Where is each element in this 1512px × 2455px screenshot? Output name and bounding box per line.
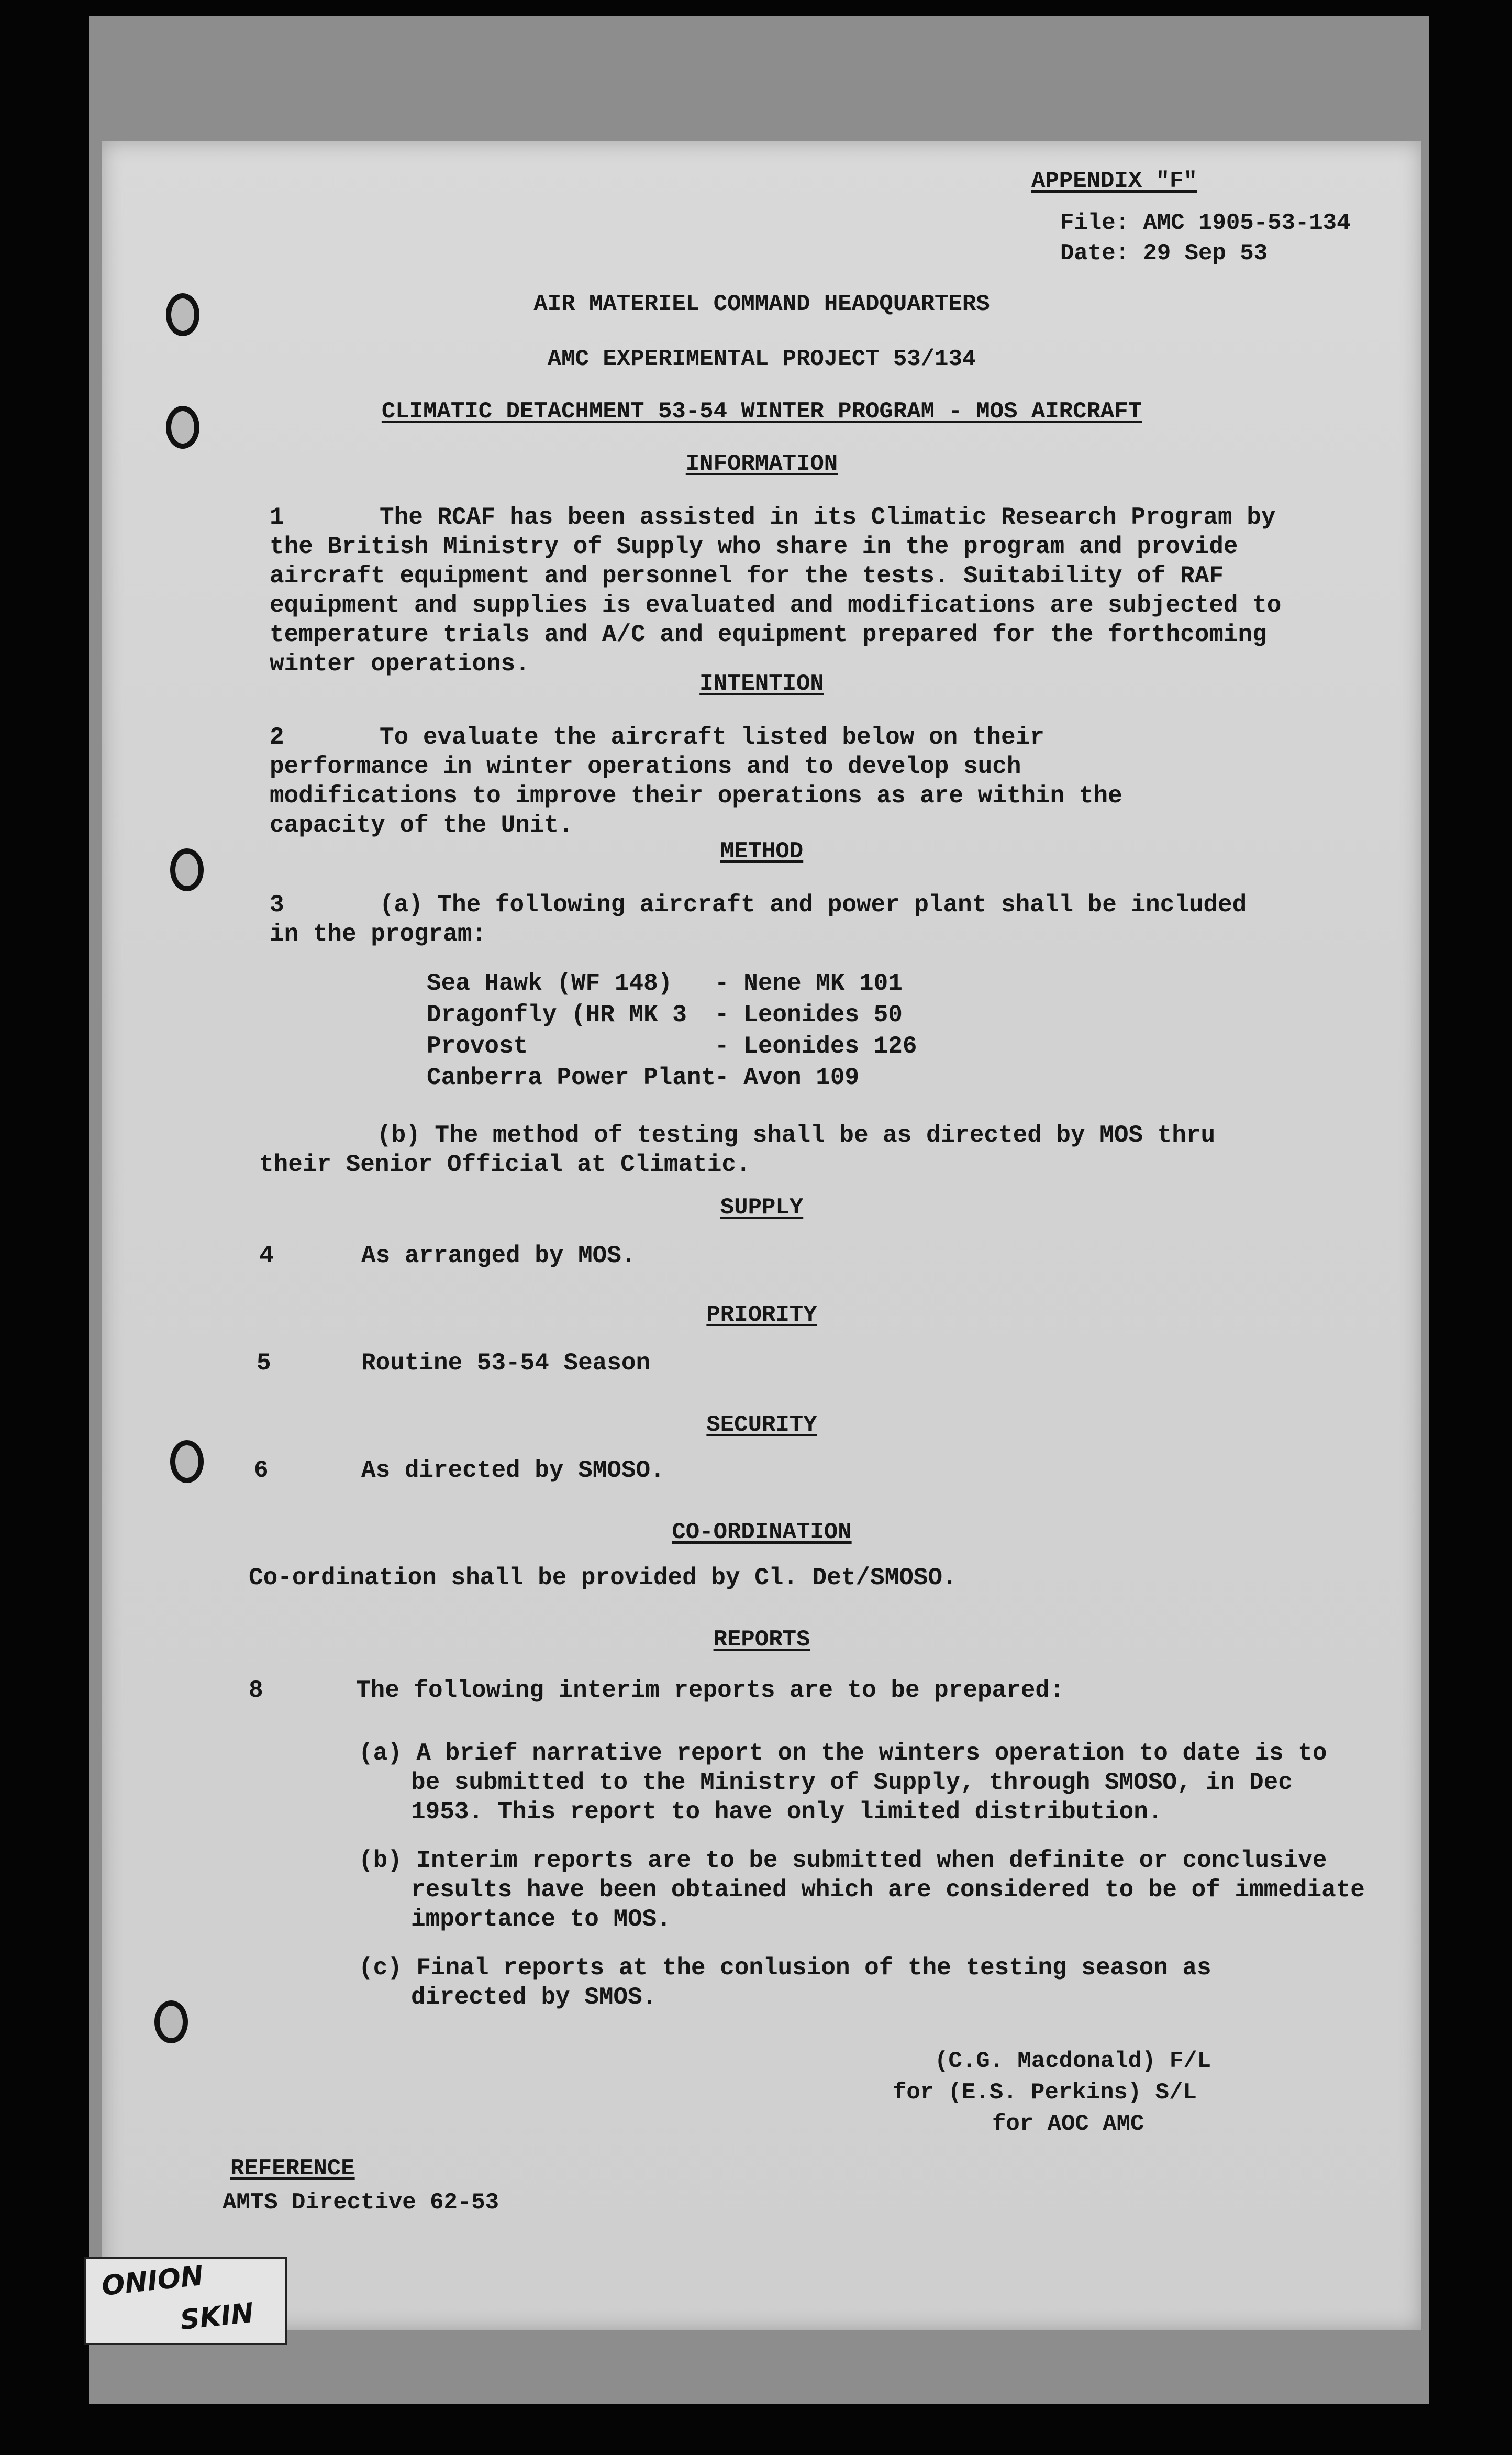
aircraft-engine: - Avon 109: [715, 1064, 860, 1091]
information-text: The RCAF has been assisted in its Climatic Research Program by the British Ministry of Supply who share in the program and provide aircraft equipment and personnel for the tests. Suitability of RAF equipment and supplies is evaluated and modifications are subjected to temperature trials and A/C and equipment prepared for the forthcoming winter operations.: [270, 504, 1282, 678]
heading-supply: SUPPLY: [720, 1195, 804, 1221]
project-title: AMC EXPERIMENTAL PROJECT 53/134: [547, 346, 976, 372]
program-title: CLIMATIC DETACHMENT 53-54 WINTER PROGRAM - MOS AIRCRAFT: [381, 399, 1142, 425]
handwritten-line-2: SKIN: [179, 2297, 255, 2337]
aircraft-engine: - Leonides 50: [715, 1001, 903, 1029]
reference-label: REFERENCE: [230, 2155, 355, 2182]
reports-item-b: (b) Interim reports are to be submitted when definite or conclusive results have been obtained which are considered to be of immediate importance to MOS.: [359, 1847, 1365, 1933]
reference-text: AMTS Directive 62-53: [223, 2189, 499, 2216]
reports-intro: The following interim reports are to be prepared:: [356, 1677, 1064, 1704]
para-number-3: 3: [270, 891, 284, 919]
heading-method: METHOD: [720, 838, 804, 865]
intention-text: To evaluate the aircraft listed below on their performance in winter operations and to develop such modifications to improve their operations as are within the capacity of the Unit.: [270, 724, 1122, 839]
punch-hole-5: [154, 2000, 188, 2043]
heading-priority: PRIORITY: [706, 1302, 817, 1328]
heading-reports: REPORTS: [713, 1627, 810, 1653]
document-date: Date: 29 Sep 53: [1060, 240, 1268, 267]
security-text: As directed by SMOSO.: [361, 1457, 665, 1484]
heading-information: INFORMATION: [685, 451, 838, 477]
method-b-text: (b) The method of testing shall be as directed by MOS thru their Senior Official at Climatic.: [259, 1122, 1216, 1178]
reports-item-c: (c) Final reports at the conlusion of the testing season as directed by SMOS.: [359, 1954, 1211, 2011]
aircraft-name: Canberra Power Plant: [427, 1064, 716, 1091]
signature-authority: for AOC AMC: [992, 2111, 1144, 2137]
aircraft-engine: - Nene MK 101: [715, 970, 903, 997]
aircraft-name: Dragonfly (HR MK 3: [427, 1001, 687, 1029]
para-number-8: 8: [249, 1677, 263, 1704]
para-number-5: 5: [257, 1350, 271, 1377]
priority-text: Routine 53-54 Season: [361, 1350, 651, 1377]
signature-name: (C.G. Macdonald) F/L: [935, 2048, 1211, 2074]
para-number-2: 2: [270, 724, 284, 751]
heading-intention: INTENTION: [699, 671, 824, 697]
file-reference: File: AMC 1905-53-134: [1060, 210, 1351, 236]
aircraft-name: Provost: [427, 1033, 528, 1060]
appendix-label: APPENDIX "F": [1031, 168, 1197, 194]
reports-item-a: (a) A brief narrative report on the winters operation to date is to be submitted to the Ministry of Supply, through SMOSO, in Dec 1953. This report to have only limited distribution.: [359, 1740, 1327, 1826]
heading-security: SECURITY: [706, 1412, 817, 1438]
heading-coordination: CO-ORDINATION: [672, 1519, 852, 1545]
signature-for: for (E.S. Perkins) S/L: [893, 2080, 1197, 2106]
aircraft-name: Sea Hawk (WF 148): [427, 970, 673, 997]
coordination-text: Co-ordination shall be provided by Cl. Det/SMOSO.: [249, 1564, 957, 1591]
document-page: [102, 141, 1421, 2330]
para-number-6: 6: [254, 1457, 269, 1484]
supply-text: As arranged by MOS.: [361, 1242, 636, 1269]
punch-hole-4: [170, 1440, 204, 1483]
handwritten-line-1: ONION: [100, 2260, 205, 2303]
method-a-text: (a) The following aircraft and power plant shall be included in the program:: [270, 891, 1247, 948]
onion-skin-label: [84, 2257, 287, 2345]
para-number-1: 1: [270, 504, 284, 531]
para-number-4: 4: [259, 1242, 274, 1269]
aircraft-engine: - Leonides 126: [715, 1033, 917, 1060]
hq-title: AIR MATERIEL COMMAND HEADQUARTERS: [533, 291, 990, 317]
